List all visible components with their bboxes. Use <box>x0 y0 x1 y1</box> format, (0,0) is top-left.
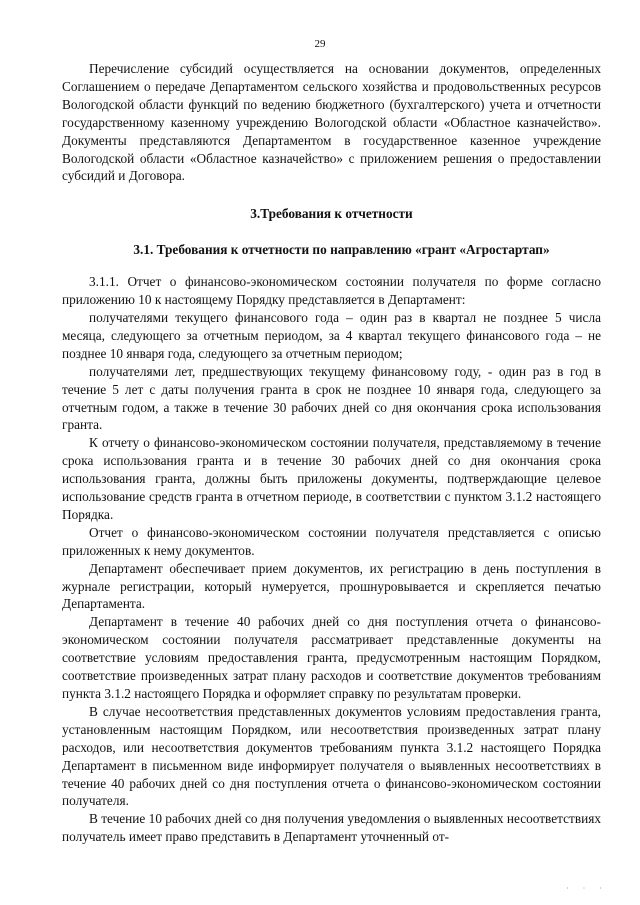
section-title: 3.Требования к отчетности <box>250 206 413 222</box>
paragraph: Департамент обеспечивает прием документов, их регистрацию в день поступления в журнале регистрации, который нумеруется, прошнуровывается и скрепляется печатью Департамента. <box>62 560 601 612</box>
scan-artifact: · · · <box>566 884 608 893</box>
subsection-title: 3.1. Требования к отчетности по направлению «грант «Агростартап» <box>133 242 550 258</box>
paragraph: Отчет о финансово-экономическом состоянии получателя представляется с описью приложенных к нему документов. <box>62 524 601 558</box>
document-body <box>62 60 601 846</box>
page-number: 29 <box>314 38 326 50</box>
paragraph: К отчету о финансово-экономическом состоянии получателя, представляемому в течение срока использования гранта и в течение 30 рабочих дней со дня окончания срока использования гранта, должны быть приложены документы, подтверждающие целевое использование средств гранта в отчетном периоде, в соответствии с пунктом 3.1.2 настоящего Порядка. <box>62 435 601 522</box>
paragraph: В течение 10 рабочих дней со дня получения уведомления о выявленных несоответствиях получатель имеет право представить в Департамент уточненный от- <box>62 811 601 845</box>
paragraph: В случае несоответствия представленных документов условиям предоставления гранта, установленным настоящим Порядком, или несоответствия произведенных затрат плану расходов, или несоответствия документов требованиям пункта 3.1.2 настоящего Порядка Департамент в письменном виде информирует получателя о выявленных несоответствиях в течение 40 рабочих дней со дня поступления отчета о финансово-экономическом состоянии получателя. <box>62 703 601 809</box>
paragraph: 3.1.1. Отчет о финансово-экономическом состоянии получателя по форме согласно приложению 10 к настоящему Порядку представляется в Департамент: <box>62 274 601 308</box>
paragraph: Департамент в течение 40 рабочих дней со дня поступления отчета о финансово-экономическом состоянии получателя рассматривает представленные документы на соответствие условиям предоставления гранта, предусмотренным настоящим Порядком, соответствие произведенных затрат плану расходов и соответствие документов требованиям пункта 3.1.2 настоящего Порядка и оформляет справку по результатам проверки. <box>62 614 601 701</box>
paragraph-intro: Перечисление субсидий осуществляется на основании документов, определенных Соглашением о передаче Департаментом сельского хозяйства и продовольственных ресурсов Вологодской области функций по ведению бюджетного (бухгалтерского) учета и отчетности государственному казенному учреждению Вологодской области «Областное казначейство». Документы представляются Департаментом в государственное казенное учреждение Вологодской области «Областное казначейство» с приложением решения о предоставлении субсидий и Договора. <box>62 61 601 184</box>
paragraph: получателями лет, предшествующих текущему финансовому году, - один раз в год в течение 5 лет с даты получения гранта в срок не позднее 10 января года, следующего за отчетным годом, а также в течение 30 рабочих дней со дня окончания срока использования гранта. <box>62 363 601 433</box>
paragraph: получателями текущего финансового года – один раз в квартал не позднее 5 числа месяца, следующего за отчетным периодом, за 4 квартал текущего финансового года – не позднее 10 января года, следующего за отчетным периодом; <box>62 309 601 361</box>
